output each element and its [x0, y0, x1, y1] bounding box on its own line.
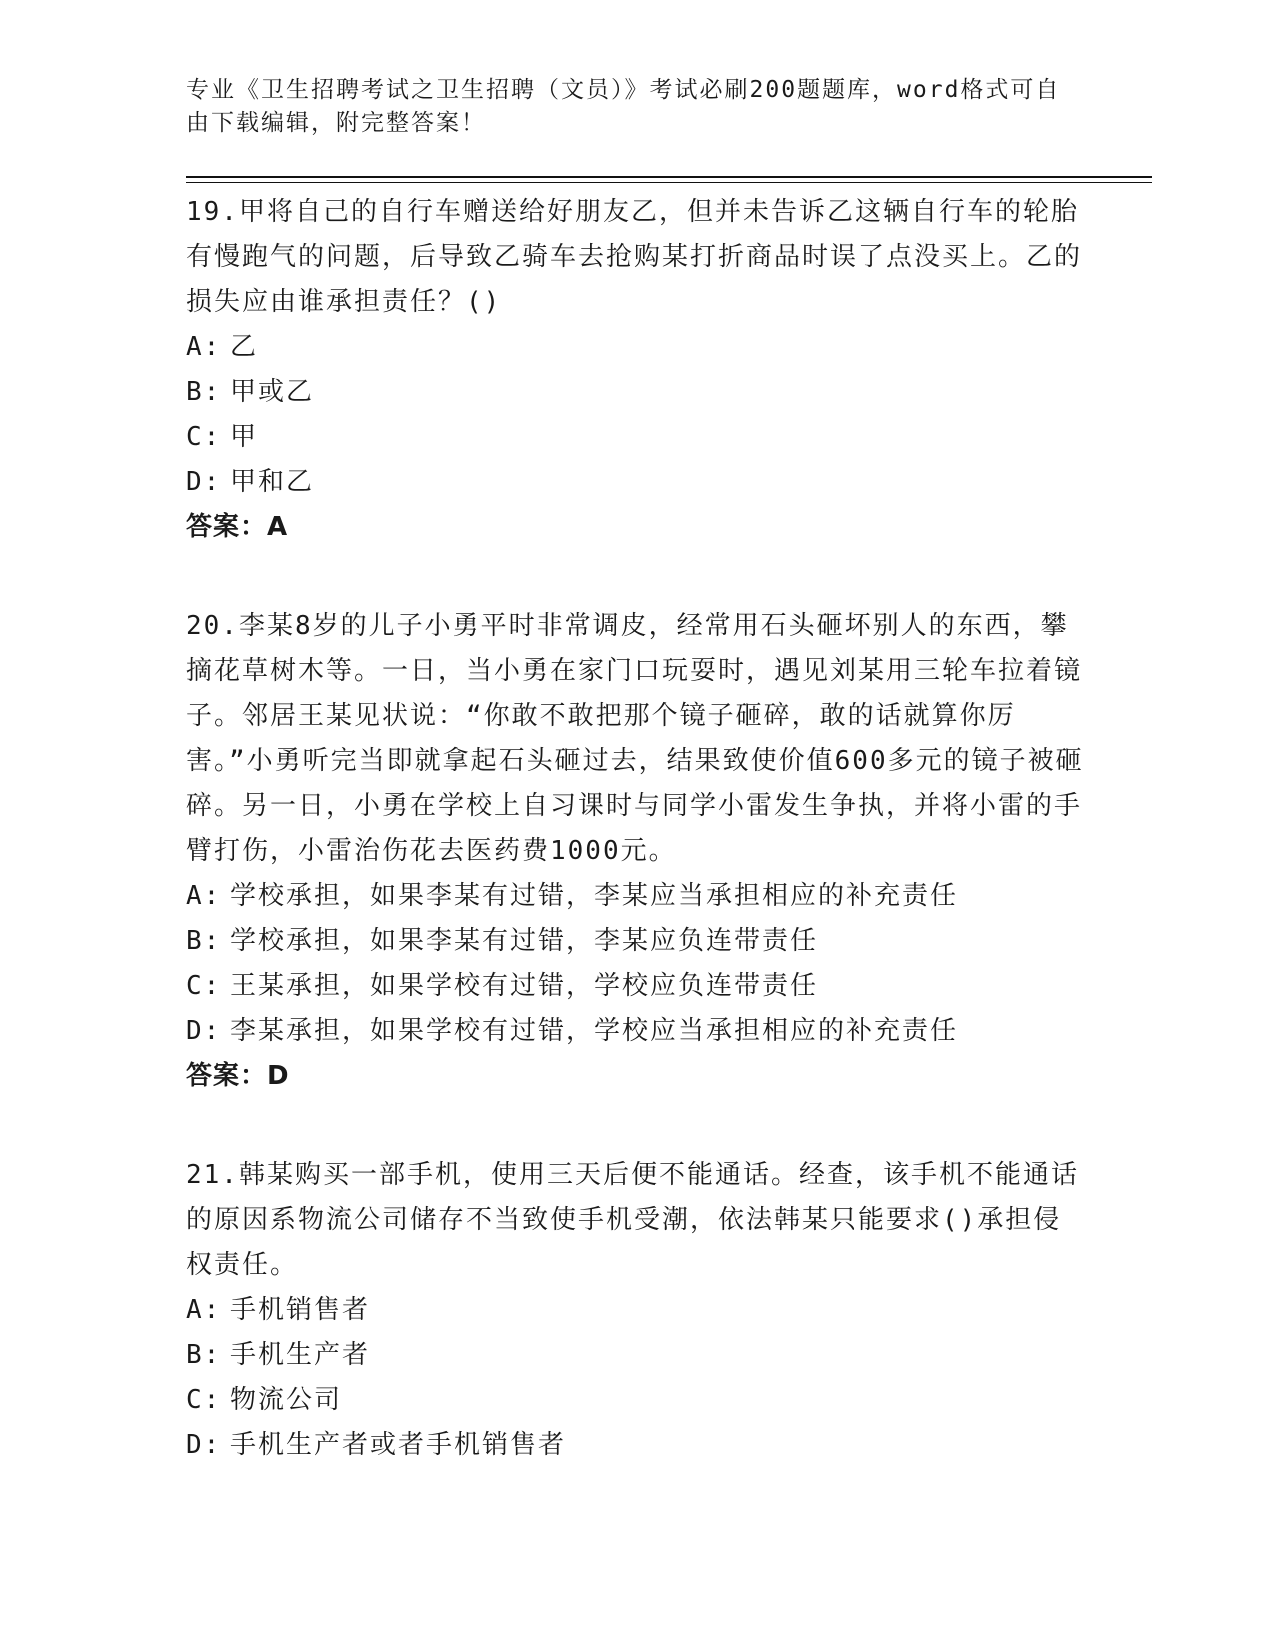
header-divider-thick	[186, 176, 1152, 178]
option-text: 甲和乙	[230, 467, 315, 497]
option-b	[186, 1333, 1086, 1378]
option-c	[186, 415, 1086, 460]
option-key: B:	[186, 926, 222, 956]
option-key: C:	[186, 422, 222, 452]
question-19	[186, 190, 1086, 550]
spacer	[186, 1099, 1086, 1153]
option-c	[186, 964, 1086, 1009]
option-text: 甲	[230, 422, 259, 452]
option-key: D:	[186, 467, 222, 497]
option-a	[186, 874, 1086, 919]
option-text: 物流公司	[230, 1385, 343, 1415]
option-text: 手机销售者	[230, 1295, 371, 1325]
option-key: A:	[186, 332, 222, 362]
option-key: C:	[186, 971, 222, 1001]
question-list	[186, 190, 1086, 1468]
answer-label: 答案：D	[186, 1061, 290, 1091]
option-text: 手机生产者	[230, 1340, 371, 1370]
option-text: 学校承担，如果李某有过错，李某应当承担相应的补充责任	[230, 881, 959, 911]
option-b	[186, 919, 1086, 964]
option-b	[186, 370, 1086, 415]
option-key: D:	[186, 1430, 222, 1460]
question-21	[186, 1153, 1086, 1468]
question-stem: 19.甲将自己的自行车赠送给好朋友乙，但并未告诉乙这辆自行车的轮胎有慢跑气的问题，后导致乙骑车去抢购某打折商品时误了点没买上。乙的损失应由谁承担责任？()	[186, 197, 1083, 317]
option-key: A:	[186, 1295, 222, 1325]
document-header: 专业《卫生招聘考试之卫生招聘（文员）》考试必刷200题题库，word格式可自由下载编辑，附完整答案！	[186, 77, 1061, 136]
option-key: B:	[186, 377, 222, 407]
spacer	[186, 550, 1086, 604]
option-key: D:	[186, 1016, 222, 1046]
option-a	[186, 325, 1086, 370]
option-d	[186, 1009, 1086, 1054]
question-20	[186, 604, 1086, 1099]
option-d	[186, 460, 1086, 505]
option-key: A:	[186, 881, 222, 911]
question-stem: 21.韩某购买一部手机，使用三天后便不能通话。经查，该手机不能通话的原因系物流公司储存不当致使手机受潮，依法韩某只能要求()承担侵权责任。	[186, 1160, 1079, 1280]
option-text: 乙	[230, 332, 259, 362]
option-text: 学校承担，如果李某有过错，李某应负连带责任	[230, 926, 819, 956]
option-c	[186, 1378, 1086, 1423]
answer-label: 答案：A	[186, 512, 289, 542]
question-stem: 20.李某8岁的儿子小勇平时非常调皮，经常用石头砸坏别人的东西，攀摘花草树木等。一日，当小勇在家门口玩耍时，遇见刘某用三轮车拉着镜子。邻居王某见状说：“你敢不敢把那个镜子砸碎，敢的话就算你厉害。”小勇听完当即就拿起石头砸过去，结果致使价值600多元的镜子被砸碎。另一日，小勇在学校上自习课时与同学小雷发生争执，并将小雷的手臂打伤，小雷治伤花去医药费1000元。	[186, 611, 1084, 866]
option-key: C:	[186, 1385, 222, 1415]
option-text: 手机生产者或者手机销售者	[230, 1430, 567, 1460]
option-text: 李某承担，如果学校有过错，学校应当承担相应的补充责任	[230, 1016, 959, 1046]
option-text: 甲或乙	[230, 377, 315, 407]
option-a	[186, 1288, 1086, 1333]
header-divider-thin	[186, 182, 1152, 183]
option-key: B:	[186, 1340, 222, 1370]
option-d	[186, 1423, 1086, 1468]
option-text: 王某承担，如果学校有过错，学校应负连带责任	[230, 971, 819, 1001]
